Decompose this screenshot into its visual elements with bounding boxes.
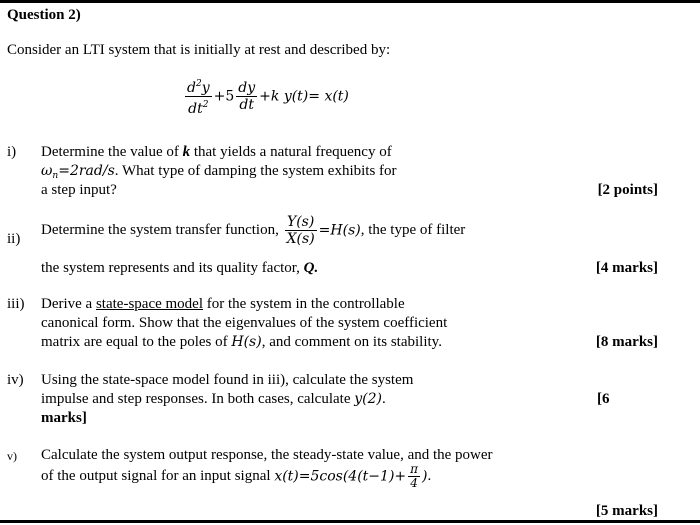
item-i-line3: a step input? bbox=[41, 182, 117, 198]
item-i-line1: Determine the value of k that yields a natural frequency of bbox=[41, 144, 392, 160]
item-v-line2: of the output signal for an input signal x(t)=5cos(4(t−1)+ $\frac{\pi}{4}$ ). bbox=[41, 462, 432, 490]
item-v-marks: [5 marks] bbox=[595, 503, 658, 519]
bottom-rule bbox=[0, 520, 700, 523]
differential-equation: $\frac{d^2y}{dt^2}$ +5 $\frac{dy}{dt}$ +k y(t)= x(t) bbox=[183, 76, 349, 117]
item-ii-marks: [4 marks] bbox=[595, 260, 658, 276]
item-ii-line2: the system represents and its quality factor, Q. bbox=[41, 260, 319, 276]
transfer-function-fraction: $\frac{Y(s)}{X(s)}$ bbox=[286, 214, 315, 247]
item-v-line1: Calculate the system output response, the steady-state value, and the power bbox=[41, 447, 493, 463]
item-label-iv: iv) bbox=[7, 372, 24, 388]
second-derivative-fraction: $\frac{d^2y}{dt^2}$ bbox=[185, 76, 212, 117]
item-iii-line3: matrix are equal to the poles of H(s), and comment on its stability. bbox=[41, 334, 442, 350]
item-ii-line1: Determine the system transfer function, $\frac{Y(s)}{X(s)}$ =H(s), the type of filter bbox=[41, 214, 466, 247]
item-label-v: v) bbox=[7, 449, 17, 463]
item-iv-line2: impulse and step responses. In both cases, calculate y(2). bbox=[41, 391, 386, 407]
first-derivative-fraction: $\frac{dy}{dt}$ bbox=[238, 80, 256, 113]
equation-rhs: y(t)= x(t) bbox=[283, 88, 349, 105]
item-label-i: i) bbox=[7, 144, 17, 160]
top-rule bbox=[0, 0, 700, 3]
item-i-line2: $\omega_n=2rad/s$. What type of damping the system exhibits for bbox=[41, 163, 397, 181]
item-iv-line1: Using the state-space model found in iii), calculate the system bbox=[41, 372, 414, 388]
state-space-model-link[interactable]: state-space model bbox=[95, 296, 204, 312]
item-i-marks: [2 points] bbox=[597, 182, 658, 198]
pi-over-four-fraction: $\frac{\pi}{4}$ bbox=[410, 462, 419, 490]
item-iii-line1: Derive a state-space model for the system in the controllable bbox=[41, 296, 405, 312]
item-label-ii: ii) bbox=[7, 231, 21, 247]
item-iv-marks: [6 bbox=[597, 391, 610, 407]
item-iii-marks: [8 marks] bbox=[595, 334, 658, 350]
item-iii-line2: canonical form. Show that the eigenvalues of the system coefficient bbox=[41, 315, 448, 331]
question-heading: Question 2) bbox=[7, 7, 81, 23]
intro-text: Consider an LTI system that is initially at rest and described by: bbox=[7, 42, 391, 58]
item-label-iii: iii) bbox=[7, 296, 25, 312]
item-iv-line3: marks] bbox=[41, 410, 87, 426]
